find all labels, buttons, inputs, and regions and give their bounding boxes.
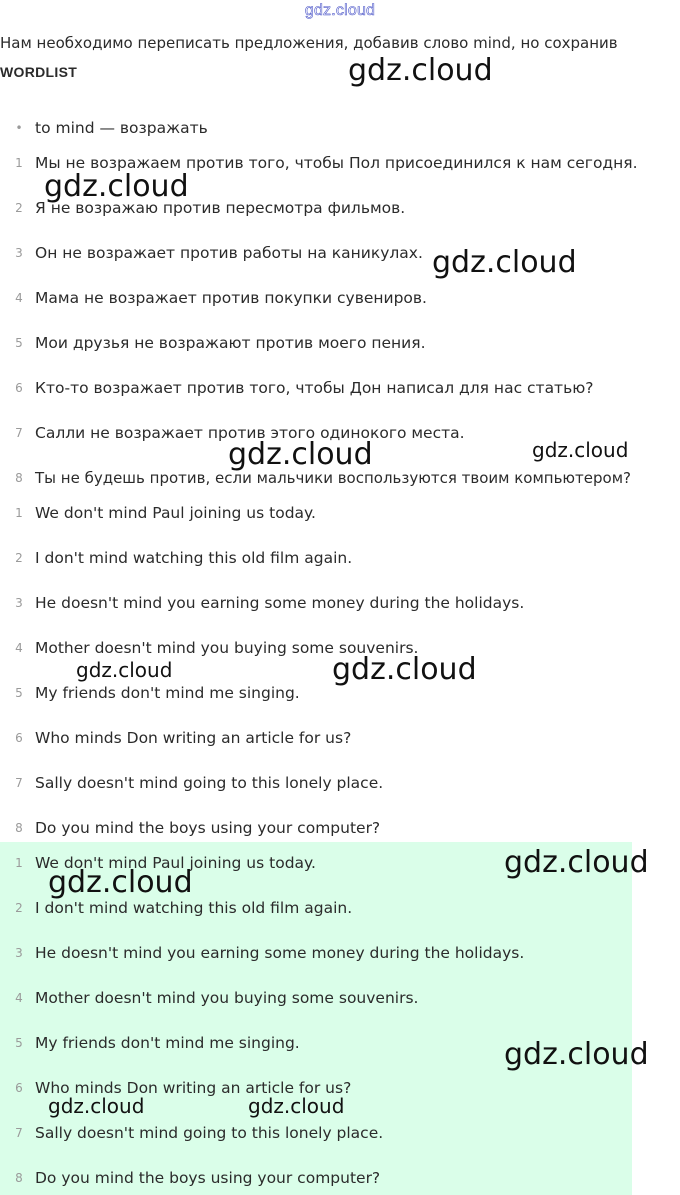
- item-number: 6: [15, 381, 23, 395]
- english-sentence: [0, 726, 680, 750]
- sentence-text: Салли не возражает против этого одинокого места.: [35, 424, 465, 442]
- item-number: 4: [15, 291, 23, 305]
- sentence-text: Мои друзья не возражают против моего пения.: [35, 334, 426, 352]
- sentence-text: I don't mind watching this old film again.: [35, 899, 353, 917]
- answer-sentence: [0, 1121, 680, 1145]
- watermark: gdz.cloud: [504, 1037, 649, 1072]
- sentence-text: Он не возражает против работы на каникулах.: [35, 244, 423, 262]
- item-number: 6: [15, 731, 23, 745]
- sentence-text: He doesn't mind you earning some money during the holidays.: [35, 944, 525, 962]
- item-number: 5: [15, 336, 23, 350]
- sentence-text: Mother doesn't mind you buying some souvenirs.: [35, 639, 419, 657]
- item-number: 2: [15, 551, 23, 565]
- sentence-text: We don't mind Paul joining us today.: [35, 854, 316, 872]
- english-sentence: [0, 816, 680, 840]
- watermark: gdz.cloud: [44, 169, 189, 204]
- item-number: 4: [15, 641, 23, 655]
- russian-sentence: [0, 331, 680, 355]
- english-sentence: [0, 591, 680, 615]
- item-number: 7: [15, 776, 23, 790]
- item-number: 8: [15, 471, 23, 485]
- watermark: gdz.cloud: [48, 1094, 145, 1118]
- sentence-text: Sally doesn't mind going to this lonely place.: [35, 774, 384, 792]
- watermark: gdz.cloud: [504, 845, 649, 880]
- watermark: gdz.cloud: [432, 245, 577, 280]
- sentence-text: Do you mind the boys using your computer?: [35, 819, 381, 837]
- english-sentence: [0, 771, 680, 795]
- wordlist-item-text: to mind — возражать: [35, 119, 208, 137]
- sentence-text: We don't mind Paul joining us today.: [35, 504, 316, 522]
- watermark: gdz.cloud: [348, 53, 493, 88]
- sentence-text: I don't mind watching this old film again.: [35, 549, 353, 567]
- site-logo[interactable]: gdz.cloud: [304, 2, 376, 19]
- item-number: 7: [15, 426, 23, 440]
- item-number: 1: [15, 156, 23, 170]
- item-number: 4: [15, 991, 23, 1005]
- russian-sentence: [0, 241, 680, 265]
- bullet-icon: •: [15, 121, 23, 135]
- item-number: 5: [15, 1036, 23, 1050]
- watermark: gdz.cloud: [76, 658, 173, 682]
- item-number: 8: [15, 821, 23, 835]
- wordlist-heading: WORDLIST: [0, 64, 78, 80]
- sentence-text: Mother doesn't mind you buying some souvenirs.: [35, 989, 419, 1007]
- sentence-text: Мы не возражаем против того, чтобы Пол присоединился к нам сегодня.: [35, 154, 638, 172]
- item-number: 3: [15, 596, 23, 610]
- sentence-text: Do you mind the boys using your computer?: [35, 1169, 381, 1187]
- item-number: 8: [15, 1171, 23, 1185]
- sentence-text: My friends don't mind me singing.: [35, 684, 300, 702]
- item-number: 2: [15, 901, 23, 915]
- wordlist-item: [0, 116, 680, 140]
- watermark: gdz.cloud: [332, 652, 477, 687]
- english-sentence: [0, 501, 680, 525]
- watermark: gdz.cloud: [228, 437, 373, 472]
- sentence-text: Ты не будешь против, если мальчики воспользуются твоим компьютером?: [35, 469, 632, 487]
- sentence-text: Мама не возражает против покупки сувениров.: [35, 289, 427, 307]
- sentence-text: My friends don't mind me singing.: [35, 1034, 300, 1052]
- sentence-text: Who minds Don writing an article for us?: [35, 1079, 352, 1097]
- watermark: gdz.cloud: [532, 438, 629, 462]
- item-number: 2: [15, 201, 23, 215]
- answer-sentence: [0, 1166, 680, 1190]
- task-description: Нам необходимо переписать предложения, добавив слово mind, но сохранив: [0, 34, 618, 52]
- item-number: 1: [15, 506, 23, 520]
- sentence-text: Who minds Don writing an article for us?: [35, 729, 352, 747]
- item-number: 7: [15, 1126, 23, 1140]
- answer-sentence: [0, 941, 680, 965]
- russian-sentence: [0, 376, 680, 400]
- watermark: gdz.cloud: [48, 865, 193, 900]
- item-number: 1: [15, 856, 23, 870]
- item-number: 6: [15, 1081, 23, 1095]
- item-number: 3: [15, 946, 23, 960]
- sentence-text: He doesn't mind you earning some money during the holidays.: [35, 594, 525, 612]
- sentence-text: Sally doesn't mind going to this lonely place.: [35, 1124, 384, 1142]
- item-number: 5: [15, 686, 23, 700]
- sentence-text: Кто-то возражает против того, чтобы Дон написал для нас статью?: [35, 379, 594, 397]
- english-sentence: [0, 546, 680, 570]
- russian-sentence: [0, 286, 680, 310]
- watermark: gdz.cloud: [248, 1094, 345, 1118]
- answer-sentence: [0, 986, 680, 1010]
- item-number: 3: [15, 246, 23, 260]
- sentence-text: Я не возражаю против пересмотра фильмов.: [35, 199, 406, 217]
